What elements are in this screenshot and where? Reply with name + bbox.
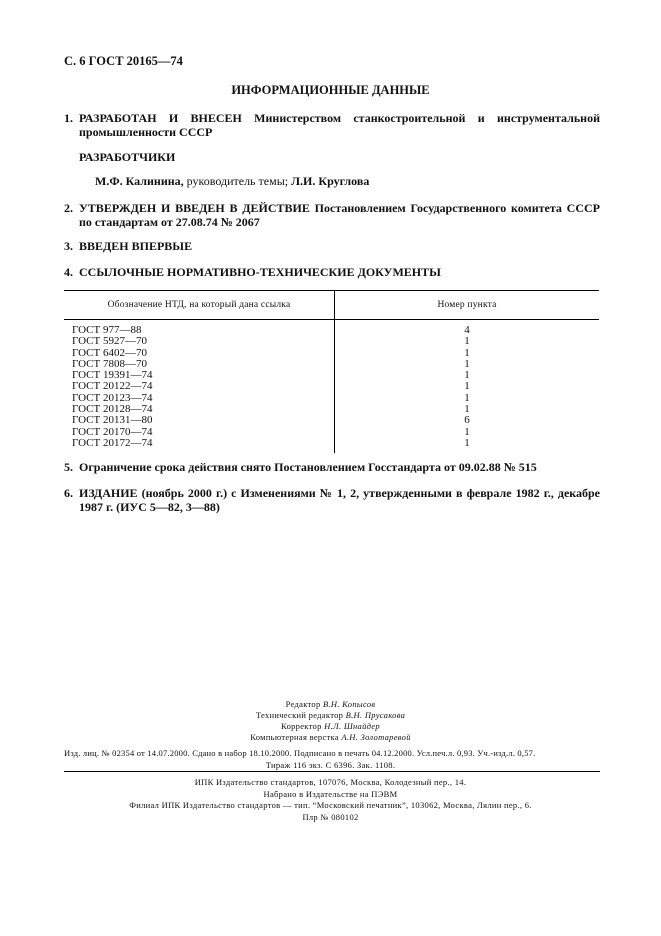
cell-document: ГОСТ 20123—74 — [64, 393, 335, 404]
developer-2: Л.И. Круглова — [291, 174, 370, 188]
footer-divider — [64, 771, 600, 772]
imprint-corrector — [0, 721, 661, 732]
tech-editor-name: В.Н. Прусакова — [345, 710, 406, 720]
section-5-text: Ограничение срока действия снято Постановлением Госстандарта от 09.02.88 № 515 — [79, 460, 537, 474]
section-4-text: ССЫЛОЧНЫЕ НОРМАТИВНО-ТЕХНИЧЕСКИЕ ДОКУМЕНТЫ — [79, 265, 441, 279]
page-header: С. 6 ГОСТ 20165—74 — [64, 54, 183, 68]
cell-document: ГОСТ 19391—74 — [64, 370, 335, 381]
editor-role: Редактор — [285, 699, 321, 709]
publication-info-2 — [0, 760, 661, 771]
cell-clause: 1 — [464, 335, 470, 348]
cell-clause: 1 — [464, 346, 470, 359]
cell-clause: 1 — [464, 357, 470, 370]
section-2-number: 2. — [64, 201, 73, 215]
table-row — [64, 438, 599, 453]
cell-document: ГОСТ 20170—74 — [64, 427, 335, 438]
developer-1-role: руководитель темы; — [183, 174, 292, 188]
corrector-name: Н.Л. Шнайдер — [324, 721, 380, 731]
editor-name: В.Н. Копысов — [322, 699, 376, 709]
document-title: ИНФОРМАЦИОННЫЕ ДАННЫЕ — [231, 83, 430, 97]
developers-heading — [79, 150, 599, 164]
cell-document: ГОСТ 20172—74 — [64, 438, 335, 453]
publication-info: Изд. лиц. № 02354 от 14.07.2000. Сдано в набор 18.10.2000. Подписано в печать 04.12.2000. Усл.печ.л. 0,93. Уч.-изд.л. 0,57. — [64, 748, 536, 758]
imprint-layout — [0, 732, 661, 743]
references-table — [64, 290, 599, 453]
cell-document: ГОСТ 20131—80 — [64, 415, 335, 426]
section-2-text: Постановлением Государственного комитета СССР по стандартам от 27.08.74 № 2067 — [79, 201, 600, 229]
imprint-tech-editor — [0, 710, 661, 721]
cell-document: ГОСТ 6402—70 — [64, 348, 335, 359]
cell-document: ГОСТ 977—88 — [64, 320, 335, 337]
imprint-block — [0, 699, 661, 743]
table-header-row — [64, 291, 599, 320]
section-4-number: 4. — [64, 265, 73, 279]
layout-role: Компьютерная верстка — [250, 732, 339, 742]
footer-line-1: ИПК Издательство стандартов, 107076, Москва, Колодезный пер., 14. — [194, 777, 467, 787]
section-5 — [64, 460, 600, 474]
column-header-clause: Номер пункта — [335, 291, 600, 320]
section-6-number: 6. — [64, 486, 73, 500]
cell-clause: 1 — [464, 369, 470, 382]
developers-list — [95, 174, 369, 189]
section-2 — [64, 201, 600, 229]
cell-clause: 6 — [464, 414, 470, 427]
section-6 — [64, 486, 600, 514]
cell-document: ГОСТ 20122—74 — [64, 381, 335, 392]
footer-line-4: Плр № 080102 — [302, 811, 359, 822]
section-1-text: Министерством станкостроительной и инструментальной промышленности СССР — [79, 111, 601, 139]
cell-clause: 1 — [464, 380, 470, 393]
corrector-role: Корректор — [281, 721, 322, 731]
section-6-label: ИЗДАНИЕ — [79, 486, 138, 500]
section-1-number: 1. — [64, 111, 73, 125]
footer-line-2: Набрано в Издательстве на ПЭВМ — [263, 788, 398, 799]
column-header-document: Обозначение НТД, на который дана ссылка — [64, 291, 335, 320]
section-3-text: ВВЕДЕН ВПЕРВЫЕ — [79, 239, 193, 253]
print-run: Тираж 116 экз. С 6396. Зак. 1108. — [265, 760, 396, 770]
cell-clause: 4 — [464, 324, 470, 336]
developers-heading-text: РАЗРАБОТЧИКИ — [79, 150, 176, 164]
section-3 — [64, 239, 600, 253]
table-row — [64, 336, 599, 347]
cell-document: ГОСТ 20128—74 — [64, 404, 335, 415]
section-3-number: 3. — [64, 239, 73, 253]
section-1-label: РАЗРАБОТАН И ВНЕСЕН — [79, 111, 242, 125]
cell-clause: 1 — [464, 391, 470, 404]
table-row — [64, 320, 599, 337]
section-2-label: УТВЕРЖДЕН И ВВЕДЕН В ДЕЙСТВИЕ — [79, 201, 310, 215]
footer-line-3: Филиал ИПК Издательство стандартов — тип. “Московский печатник”, 103062, Москва, Лялин пер., 6. — [129, 800, 532, 810]
cell-document: ГОСТ 5927—70 — [64, 336, 335, 347]
cell-clause: 1 — [464, 436, 470, 449]
section-4 — [64, 265, 600, 279]
section-6-text: (ноябрь 2000 г.) с Изменениями № 1, 2, утвержденными в феврале 1982 г., декабре 1987 г. (ИУС 5—82, 3—88) — [79, 486, 600, 514]
developer-1: М.Ф. Калинина, — [95, 174, 184, 188]
section-1 — [64, 111, 600, 139]
footer — [0, 777, 661, 823]
section-5-number: 5. — [64, 460, 73, 474]
layout-name: А.Н. Золотаревой — [341, 732, 411, 742]
tech-editor-role: Технический редактор — [255, 710, 344, 720]
cell-clause: 1 — [464, 403, 470, 416]
cell-clause: 1 — [464, 425, 470, 438]
cell-document: ГОСТ 7808—70 — [64, 359, 335, 370]
imprint-editor — [0, 699, 661, 710]
table-row — [64, 415, 599, 426]
